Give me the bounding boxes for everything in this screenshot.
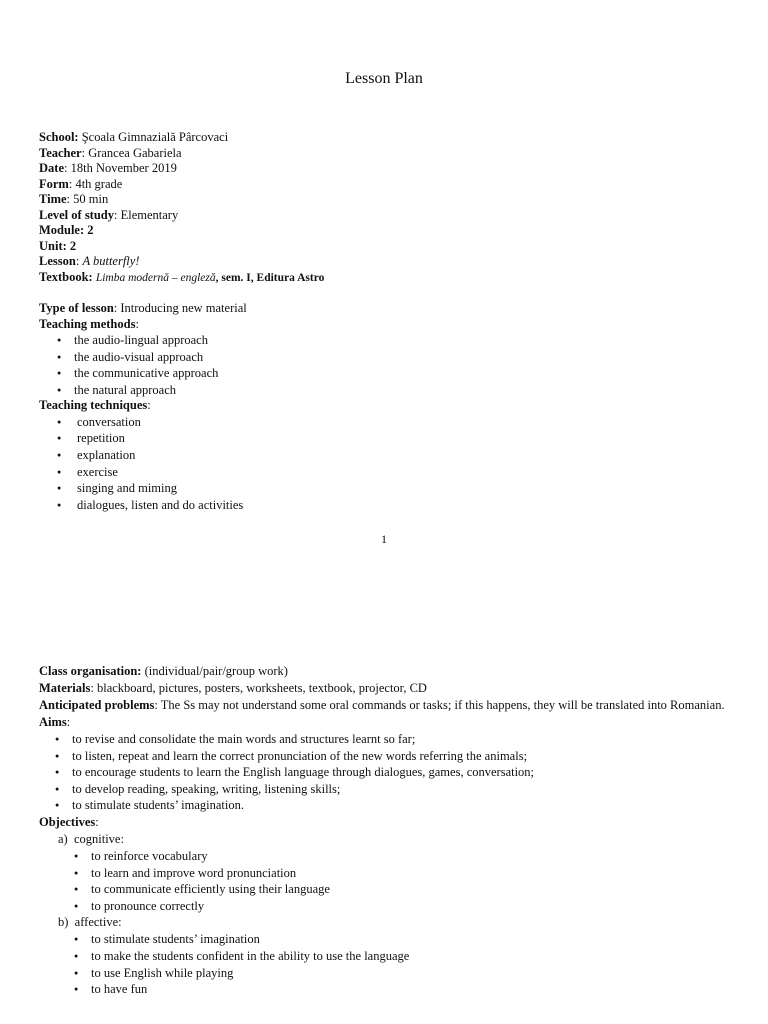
list-item: ● the natural approach bbox=[39, 382, 739, 399]
list-item: ● to revise and consolidate the main words and structures learnt so far; bbox=[39, 731, 759, 748]
school-value: Şcoala Gimnazială Pârcovaci bbox=[78, 130, 229, 144]
list-item: ● to communicate efficiently using their language bbox=[39, 881, 759, 898]
teacher-line bbox=[39, 146, 739, 162]
type-of-lesson-line bbox=[39, 301, 739, 317]
list-item: ● dialogues, listen and do activities bbox=[39, 497, 739, 514]
time-line bbox=[39, 192, 739, 208]
textbook-line bbox=[39, 270, 739, 287]
time-label: Time bbox=[39, 192, 67, 206]
teacher-label: Teacher bbox=[39, 145, 82, 160]
list-item: ● to encourage students to learn the English language through dialogues, games, conversation; bbox=[39, 764, 759, 781]
list-item: ● exercise bbox=[39, 464, 739, 481]
level-label: Level of study bbox=[39, 207, 114, 222]
methods-section bbox=[39, 301, 739, 513]
objectives-b-heading: b) affective: bbox=[58, 915, 122, 930]
teaching-methods-list bbox=[39, 332, 739, 398]
textbook-title: Limba modernă – engleză bbox=[95, 271, 216, 284]
list-item: ● to listen, repeat and learn the correct pronunciation of the new words referring the animals; bbox=[39, 748, 759, 765]
time-value: : 50 min bbox=[66, 192, 109, 206]
objectives-a-heading: a) cognitive: bbox=[58, 831, 124, 846]
anticipated-problems-line: Anticipated problems: The Ss may not understand some oral commands or tasks; if this happens, they will be translated into Romanian. bbox=[39, 698, 725, 712]
date-line bbox=[39, 161, 739, 177]
teaching-techniques-list bbox=[39, 414, 739, 514]
document-page-2 bbox=[0, 655, 768, 1024]
type-value: : Introducing new material bbox=[113, 301, 247, 315]
list-item: ● singing and miming bbox=[39, 480, 739, 497]
list-item: ● to make the students confident in the ability to use the language bbox=[39, 948, 759, 965]
lesson-sep: : bbox=[75, 254, 83, 268]
lesson-line bbox=[39, 254, 739, 270]
list-item: ● to pronounce correctly bbox=[39, 898, 759, 915]
type-label: Type of lesson bbox=[39, 301, 114, 315]
cognitive-objectives-list bbox=[39, 848, 759, 914]
materials-line: Materials: blackboard, pictures, posters, worksheets, textbook, projector, CD bbox=[39, 681, 427, 695]
page-title: Lesson Plan bbox=[345, 70, 423, 87]
date-label: Date bbox=[39, 161, 64, 175]
list-item: ● to have fun bbox=[39, 981, 759, 998]
teaching-methods-heading: Teaching methods: bbox=[39, 316, 139, 331]
form-value: : 4th grade bbox=[68, 176, 123, 191]
list-item: ● to develop reading, speaking, writing, listening skills; bbox=[39, 781, 759, 798]
level-value: : Elementary bbox=[114, 207, 179, 222]
school-line bbox=[39, 130, 739, 146]
lesson-details bbox=[39, 663, 759, 998]
list-item: ● the audio-visual approach bbox=[39, 349, 739, 366]
teaching-techniques-heading: Teaching techniques: bbox=[39, 398, 151, 413]
unit-line bbox=[39, 239, 739, 255]
class-organisation-line: Class organisation: (individual/pair/group work) bbox=[39, 664, 288, 678]
textbook-rest: , sem. I, Editura Astro bbox=[215, 271, 325, 284]
list-item: ● to learn and improve word pronunciation bbox=[39, 865, 759, 882]
lesson-label: Lesson bbox=[39, 254, 76, 268]
module-line bbox=[39, 223, 739, 239]
list-item: ● conversation bbox=[39, 414, 739, 431]
aims-heading: Aims: bbox=[39, 715, 71, 729]
textbook-label: Textbook: bbox=[39, 269, 93, 284]
list-item: ● to use English while playing bbox=[39, 965, 759, 982]
form-label: Form bbox=[39, 176, 69, 191]
date-value: : 18th November 2019 bbox=[64, 161, 177, 175]
list-item: ● explanation bbox=[39, 447, 739, 464]
lesson-value: A butterfly! bbox=[82, 254, 140, 268]
affective-objectives-list bbox=[39, 931, 759, 997]
aims-list bbox=[39, 731, 759, 814]
list-item: ● the communicative approach bbox=[39, 365, 739, 382]
list-item: ● the audio-lingual approach bbox=[39, 332, 739, 349]
objectives-heading: Objectives: bbox=[39, 814, 99, 829]
page-number: 1 bbox=[381, 532, 387, 546]
list-item: ● to stimulate students’ imagination bbox=[39, 931, 759, 948]
teacher-value: : Grancea Gabariela bbox=[81, 145, 182, 160]
unit-label: Unit: 2 bbox=[39, 238, 77, 253]
lesson-header-info bbox=[39, 130, 739, 286]
form-line bbox=[39, 177, 739, 193]
school-label: School: bbox=[39, 130, 79, 144]
module-label: Module: 2 bbox=[39, 223, 94, 237]
list-item: ● repetition bbox=[39, 430, 739, 447]
level-line bbox=[39, 208, 739, 224]
list-item: ● to stimulate students’ imagination. bbox=[39, 797, 759, 814]
list-item: ● to reinforce vocabulary bbox=[39, 848, 759, 865]
